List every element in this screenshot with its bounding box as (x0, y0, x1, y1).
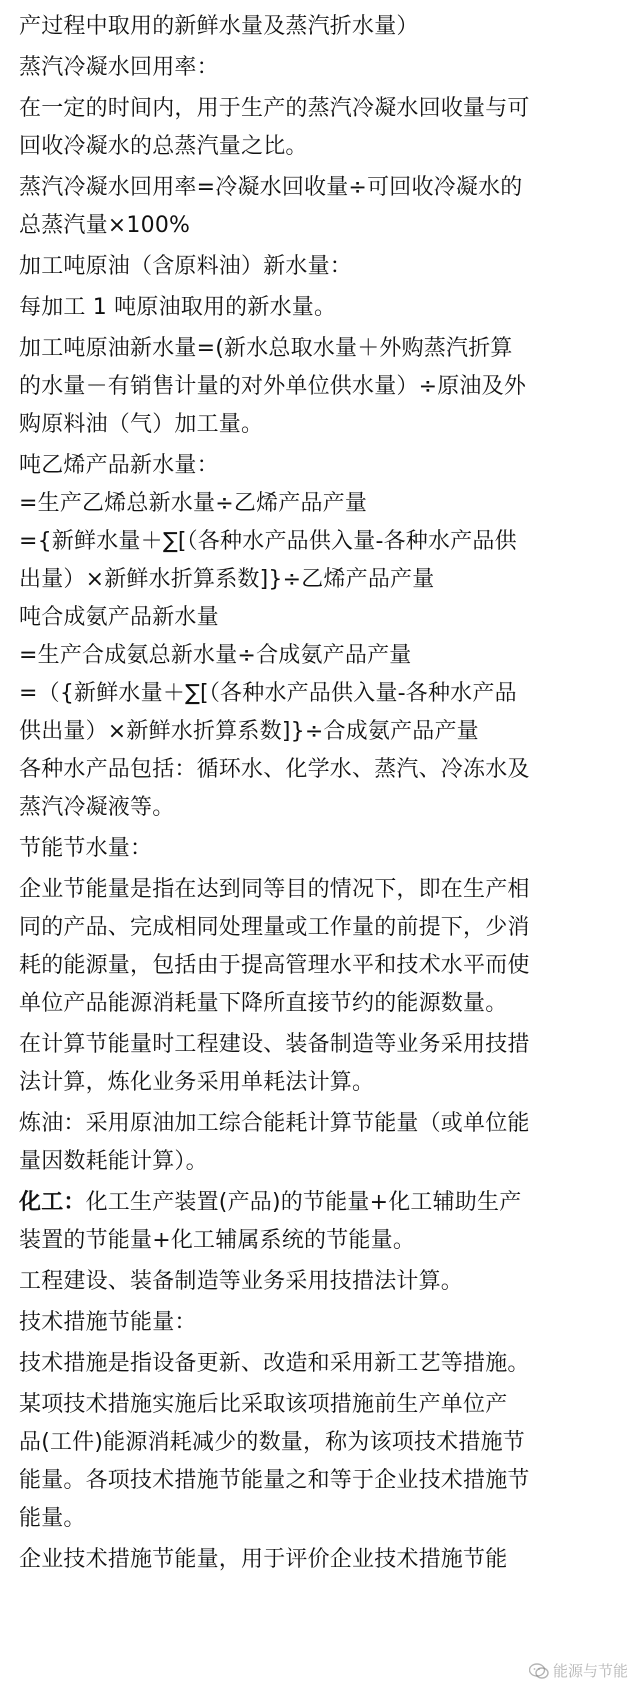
paragraph (19, 330, 620, 444)
paragraph (19, 289, 620, 327)
text-line: 吨合成氨产品新水量 (19, 605, 219, 630)
text-line: =（{新鲜水量＋∑[（各种水产品供入量-各种水产品 (19, 681, 517, 706)
paragraph (19, 90, 620, 166)
text-line: 企业技术措施节能量，用于评价企业技术措施节能 (19, 1547, 508, 1572)
paragraph (19, 1304, 620, 1342)
paragraph (19, 248, 620, 286)
text-line: 蒸汽冷凝水回用率=冷凝水回收量÷可回收冷凝水的 (19, 175, 523, 200)
text-line: 节能节水量： (19, 836, 153, 861)
text-line: 各种水产品包括：循环水、化学水、蒸汽、冷冻水及 (19, 757, 530, 782)
text-line: 在一定的时间内，用于生产的蒸汽冷凝水回收量与可 (19, 96, 530, 121)
text-line: 法计算，炼化业务采用单耗法计算。 (19, 1070, 375, 1095)
text-line: 产过程中取用的新鲜水量及蒸汽折水量） (19, 14, 419, 39)
paragraph (19, 1263, 620, 1301)
paragraph-group-lower (19, 1263, 620, 1579)
text-line: 技术措施是指设备更新、改造和采用新工艺等措施。 (19, 1351, 530, 1376)
text-line: 出量）×新鲜水折算系数]}÷乙烯产品产量 (19, 567, 435, 592)
text-line: 加工吨原油（含原料油）新水量： (19, 254, 353, 279)
bold-lead-label: 化工： (19, 1190, 86, 1215)
text-line: ={新鲜水量＋∑[（各种水产品供入量-各种水产品供 (19, 529, 517, 554)
paragraph-group-upper (19, 8, 620, 1181)
wechat-bubble-icon (529, 1663, 549, 1679)
text-line: =生产合成氨总新水量÷合成氨产品产量 (19, 643, 412, 668)
text-line: 能量。各项技术措施节能量之和等于企业技术措施节 (19, 1468, 530, 1493)
paragraph (19, 1541, 620, 1579)
text-line: 企业节能量是指在达到同等目的情况下，即在生产相 (19, 877, 530, 902)
text-line: 工程建设、装备制造等业务采用技措法计算。 (19, 1269, 464, 1294)
text-line: 在计算节能量时工程建设、装备制造等业务采用技措 (19, 1032, 530, 1057)
text-line: 蒸汽冷凝液等。 (19, 795, 175, 820)
text-line: 总蒸汽量×100% (19, 213, 191, 238)
text-line: 能量。 (19, 1506, 86, 1531)
watermark-text: 能源与节能 (552, 1662, 628, 1680)
paragraph (19, 871, 620, 1023)
paragraph (19, 830, 620, 868)
paragraph (19, 8, 620, 46)
text-line: 的水量－有销售计量的对外单位供水量）÷原油及外 (19, 374, 527, 399)
paragraph (19, 1386, 620, 1538)
paragraph (19, 1105, 620, 1181)
text-line: 某项技术措施实施后比采取该项措施前生产单位产 (19, 1392, 508, 1417)
text-line: 供出量）×新鲜水折算系数]}÷合成氨产品产量 (19, 719, 479, 744)
text-line: 每加工 1 吨原油取用的新水量。 (19, 295, 337, 320)
text-line: 蒸汽冷凝水回用率： (19, 55, 219, 80)
paragraph (19, 49, 620, 87)
text-line: 回收冷凝水的总蒸汽量之比。 (19, 134, 308, 159)
text-line: 同的产品、完成相同处理量或工作量的前提下，少消 (19, 915, 530, 940)
text-line: 加工吨原油新水量=(新水总取水量＋外购蒸汽折算 (19, 336, 513, 361)
text-line: 品(工件)能源消耗减少的数量，称为该项技术措施节 (19, 1430, 525, 1455)
paragraph (19, 1345, 620, 1383)
paragraph (19, 1026, 620, 1102)
paragraph-chemical (19, 1184, 620, 1260)
text-run: 化工生产装置(产品)的节能量+化工辅助生产 (85, 1190, 522, 1215)
text-line: 吨乙烯产品新水量： (19, 453, 219, 478)
text-line: 购原料油（气）加工量。 (19, 412, 264, 437)
text-line: 单位产品能源消耗量下降所直接节约的能源数量。 (19, 991, 508, 1016)
text-line: =生产乙烯总新水量÷乙烯产品产量 (19, 491, 368, 516)
text-line: 装置的节能量+化工辅属系统的节能量。 (19, 1228, 416, 1253)
text-line: 量因数耗能计算）。 (19, 1149, 208, 1174)
watermark (529, 1660, 628, 1681)
paragraph (19, 447, 620, 827)
text-line: 炼油：采用原油加工综合能耗计算节能量（或单位能 (19, 1111, 530, 1136)
text-line: 技术措施节能量： (19, 1310, 197, 1335)
text-line: 耗的能源量，包括由于提高管理水平和技术水平而使 (19, 953, 530, 978)
text-line (19, 1184, 620, 1222)
paragraph (19, 169, 620, 245)
